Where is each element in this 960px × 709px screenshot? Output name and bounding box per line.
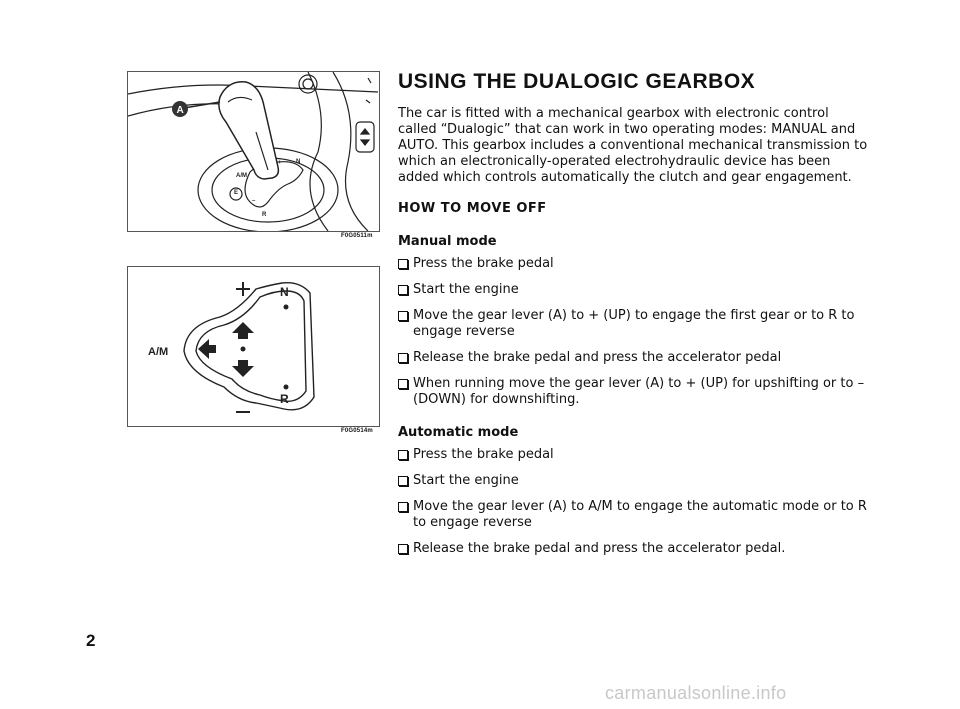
- gate-label-plus: +: [278, 160, 282, 166]
- list-item: [398, 499, 868, 531]
- automatic-mode-heading: Automatic mode: [398, 425, 519, 440]
- checkbox-bullet-icon: [398, 311, 408, 321]
- checkbox-bullet-icon: [398, 450, 408, 460]
- figure-code-1: F0G0511m: [341, 233, 373, 239]
- checkbox-bullet-icon: [398, 285, 408, 295]
- gate-r-label: R: [280, 392, 289, 406]
- step-text: Release the brake pedal and press the accelerator pedal.: [413, 541, 786, 556]
- gate-label-am: A/M: [236, 173, 247, 179]
- gate-label-r: R: [262, 212, 267, 218]
- step-text: Move the gear lever (A) to A/M to engage the automatic mode or to R to engage reverse: [413, 499, 867, 530]
- step-text: Start the engine: [413, 282, 519, 297]
- list-item: [398, 473, 868, 489]
- checkbox-bullet-icon: [398, 476, 408, 486]
- gear-lever-illustration: [127, 71, 380, 232]
- gate-n-label: N: [280, 285, 289, 299]
- gate-am-label: A/M: [148, 346, 169, 358]
- step-text: Start the engine: [413, 473, 519, 488]
- figure-code-2: F0G0514m: [341, 428, 373, 434]
- step-text: Move the gear lever (A) to + (UP) to engage the first gear or to R to engage reverse: [413, 308, 855, 339]
- checkbox-bullet-icon: [398, 502, 408, 512]
- page-number: 2: [86, 631, 96, 650]
- step-text: When running move the gear lever (A) to + (UP) for upshifting or to – (DOWN) for downshifting.: [413, 376, 865, 407]
- list-item: [398, 447, 868, 463]
- checkbox-bullet-icon: [398, 353, 408, 363]
- checkbox-bullet-icon: [398, 544, 408, 554]
- intro-paragraph: The car is fitted with a mechanical gearbox with electronic control called “Dualogic” that can work in two operating modes: MANUAL and AUTO. This gearbox includes a conventional mechanical transmission to which an electronically-operated electrohydraulic device has been added which controls automatically the clutch and gear engagement.: [398, 106, 868, 185]
- checkbox-bullet-icon: [398, 259, 408, 269]
- list-item: [398, 256, 868, 272]
- watermark: carmanualsonline.info: [605, 683, 787, 703]
- gate-label-e: E: [234, 190, 239, 196]
- list-item: [398, 282, 868, 298]
- list-item: [398, 350, 868, 366]
- page-title: USING THE DUALOGIC GEARBOX: [398, 70, 756, 93]
- callout-a-label: A: [176, 105, 184, 116]
- manual-mode-heading: Manual mode: [398, 234, 497, 249]
- section-heading: HOW TO MOVE OFF: [398, 201, 547, 216]
- list-item: [398, 376, 868, 408]
- automatic-steps-list: [398, 447, 868, 557]
- step-text: Release the brake pedal and press the accelerator pedal: [413, 350, 782, 365]
- gate-label-n: N: [296, 159, 301, 165]
- step-text: Press the brake pedal: [413, 256, 554, 271]
- list-item: [398, 308, 868, 340]
- step-text: Press the brake pedal: [413, 447, 554, 462]
- manual-steps-list: [398, 256, 868, 408]
- instructions-column: [398, 70, 868, 574]
- checkbox-bullet-icon: [398, 379, 408, 389]
- list-item: [398, 541, 868, 557]
- gate-label-minus: –: [252, 198, 256, 204]
- shift-gate-diagram: [127, 266, 380, 427]
